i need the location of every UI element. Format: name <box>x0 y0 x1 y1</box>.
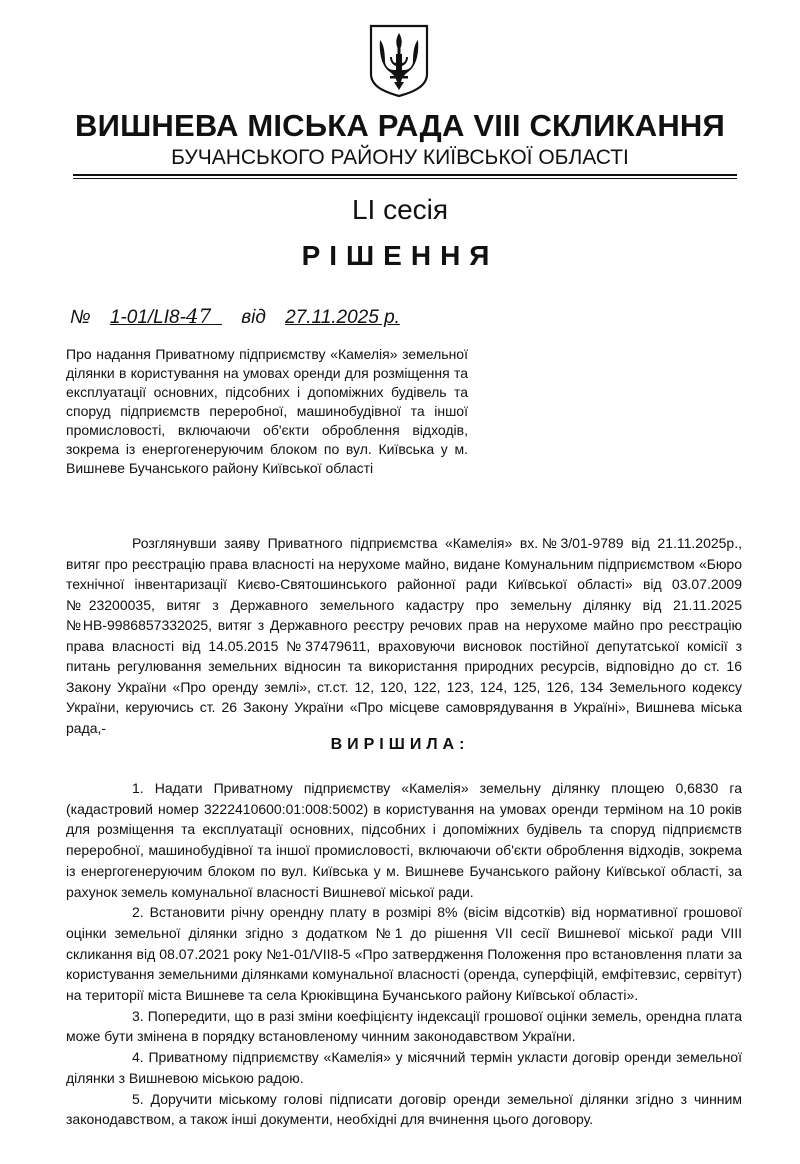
resolution-items <box>66 778 742 1130</box>
header-divider-thin <box>73 178 737 179</box>
document-number-line <box>70 304 400 329</box>
decision-title: РІШЕННЯ <box>301 240 499 271</box>
document-date: 27.11.2025 р. <box>285 307 400 328</box>
resolution-item: 4. Приватному підприємству «Камелія» у місячний термін укласти договір оренди земельної ділянки з Вишневою міською радою. <box>66 1049 742 1086</box>
trident-coat-of-arms-icon <box>368 24 430 98</box>
session-title: LI сесія <box>351 194 449 225</box>
document-number <box>109 304 222 328</box>
resolution-item: 5. Доручити міському голові підписати договір оренди земельної ділянки згідно з чинним законодавством, а також інші документи, необхідні для вчинення цього договору. <box>66 1090 742 1128</box>
preamble-paragraph: Розглянувши заяву Приватного підприємства «Камелія» вх.№3/01-9789 від 21.11.2025р., витяг про реєстрацію права власності на нерухоме майно, видане Комунальним підприємством «Бюро технічної інвентаризації Києво-Святошинського районної ради Київської області» від 03.07.2009 №23200035, витяг з Державного земельного кадастру про земельну ділянку від 21.11.2025 №НВ-9986857332025, витяг з Державного реєстру речових прав на нерухоме майно про реєстрацію права власності від 14.05.2015 №37479611, враховуючи висновок постійної депутатської комісії з питань регулювання земельних відносин та використання природних ресурсів, відповідно до ст. 16 Закону України «Про оренду землі», ст.ст. 12, 120, 122, 123, 124, 125, 126, 134 Земельного кодексу України, керуючись ст. 26 Закону України «Про місцеве самоврядування в Україні», Вишнева міська рада,- <box>66 535 742 736</box>
document-number-prefix: 1-01/LI8- <box>109 307 186 328</box>
date-label: від <box>241 307 266 328</box>
resolution-item: 2. Встановити річну орендну плату в розмірі 8% (вісім відсотків) від нормативної грошової оцінки земельної ділянки згідно з додатком №1 до рішення VII сесії Вишневої міської ради VIII скликання від 08.07.2021 року №1-01/VII8-5 «Про затвердження Положення про встановлення плати за користування земельними ділянками комунальної власності (оренда, суперфіцій, емфітевзис, сервітут) на території міста Вишневе та села Крюківщина Бучанського району Київської області». <box>66 904 742 1004</box>
resolution-item: 1. Надати Приватному підприємству «Камелія» земельну ділянку площею 0,6830 га (кадастровий номер 3222410600:01:008:5002) в користування на умовах оренди терміном на 10 років для розміщення та експлуатації основних, підсобних і допоміжних будівель та споруд підприємств переробної, машинобудівної та іншої промисловості, включаючи об'єкти оброблення відходів, зокрема із енергогенеруючим блоком по вул. Київська у м. Вишневе Бучанського району Київської області, за рахунок земель комунальної власності Вишневої міської ради. <box>66 780 742 900</box>
number-label: № <box>70 307 91 328</box>
header-divider <box>73 174 737 176</box>
resolved-heading: ВИРІШИЛА: <box>330 736 470 753</box>
decision-subject: Про надання Приватному підприємству «Камелія» земельної ділянки в користування на умовах оренди для розміщення та експлуатації основних, підсобних і допоміжних будівель та споруд підприємств переробної, машинобудівної та іншої промисловості, включаючи об'єкти оброблення відходів, зокрема із енергогенеруючим блоком по вул. Київська у м. Вишневе Бучанського району Київської області <box>66 346 468 476</box>
document-number-handwritten: 47 <box>185 304 212 328</box>
resolution-item: 3. Попередити, що в разі зміни коефіцієнту індексації грошової оцінки земель, орендна плата може бути змінена в порядку встановленому чинним законодавством України. <box>66 1007 742 1045</box>
district-name: БУЧАНСЬКОГО РАЙОНУ КИЇВСЬКОЇ ОБЛАСТІ <box>171 146 629 169</box>
council-name: ВИШНЕВА МІСЬКА РАДА VIII СКЛИКАННЯ <box>75 108 725 143</box>
